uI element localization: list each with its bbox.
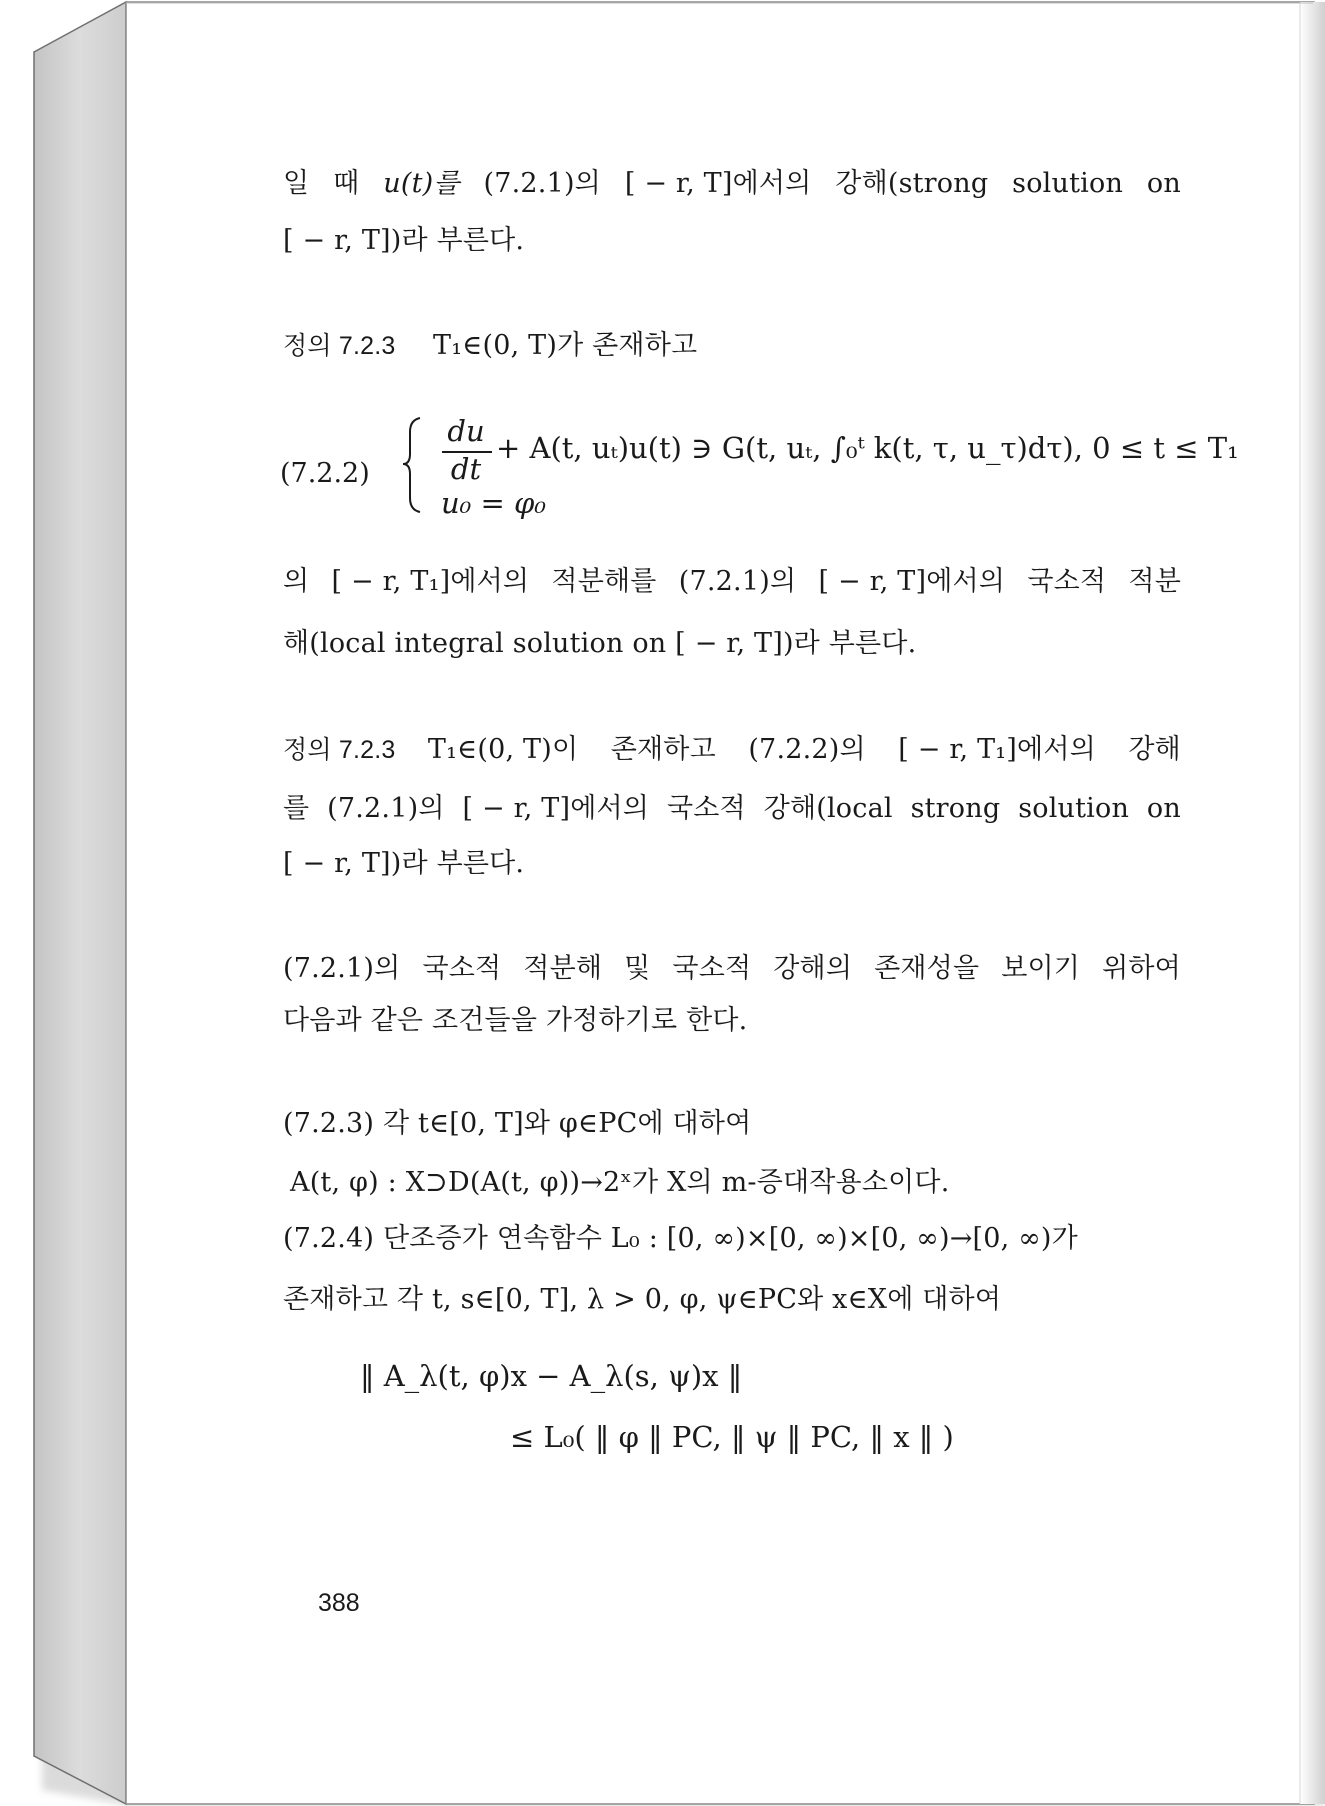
word: 강해(strong — [835, 168, 989, 199]
word: u(t)를 — [383, 168, 460, 199]
word: 일 — [283, 168, 310, 199]
word: 적분 — [1128, 566, 1181, 597]
word: (7.2.2)의 — [748, 734, 866, 765]
word: 국소적 — [672, 953, 752, 984]
word: solution — [1018, 793, 1130, 824]
condition-7-2-3-line-2: A(t, φ) : X⊃D(A(t, φ))→2ˣ가 X의 m-증대작용소이다. — [290, 1167, 950, 1198]
word: T₁∈(0, T)이 — [427, 734, 579, 765]
word: (7.2.1)의 — [327, 793, 445, 824]
word: 국소적 — [422, 953, 502, 984]
inequality-line-2: ≤ L₀( ‖ φ ‖ PC, ‖ ψ ‖ PC, ‖ x ‖ ) — [510, 1420, 954, 1454]
paragraph-1-line-1 — [283, 167, 1181, 201]
word: 국소적 — [666, 793, 746, 824]
definition-statement: T₁∈(0, T)가 존재하고 — [433, 330, 698, 361]
word: [ − r, T₁]에서의 — [331, 566, 530, 597]
equation-label: (7.2.2) — [280, 458, 370, 489]
word: 보이기 — [1001, 953, 1081, 984]
paragraph-1-line-2: [ − r, T])라 부른다. — [283, 225, 525, 256]
paragraph-3-line-2: 다음과 같은 조건들을 가정하기로 한다. — [283, 1005, 748, 1036]
word: [ − r, T]에서의 — [818, 566, 1006, 597]
word: 적분해를 — [551, 566, 657, 597]
word: 국소적 — [1027, 566, 1107, 597]
inequality-line-1: ‖ A_λ(t, φ)x − A_λ(s, ψ)x ‖ — [360, 1359, 743, 1393]
word: strong — [910, 793, 1001, 824]
equation-line-2: u₀ = φ₀ — [441, 486, 546, 520]
word: solution — [1012, 168, 1124, 199]
word: 의 — [283, 566, 310, 597]
paragraph-2-line-2: 해(local integral solution on [ − r, T])라 부른다. — [283, 628, 917, 659]
word: 존재하고 — [610, 734, 716, 765]
word: (7.2.1)의 — [283, 953, 401, 984]
word: [ − r, T]에서의 — [624, 168, 812, 199]
word: (7.2.1)의 — [483, 168, 601, 199]
word: 적분해 — [523, 953, 603, 984]
definition-heading: 정의 7.2.3 — [283, 736, 396, 764]
condition-7-2-3-line-1: (7.2.3) 각 t∈[0, T]와 φ∈PC에 대하여 — [283, 1108, 752, 1139]
word: 를 — [283, 793, 310, 824]
condition-7-2-4-line-1: (7.2.4) 단조증가 연속함수 L₀ : [0, ∞)×[0, ∞)×[0, ∞)→[0, ∞)가 — [283, 1223, 1078, 1254]
word: 강해 — [1128, 734, 1181, 765]
left-brace — [400, 414, 428, 514]
word: on — [1146, 168, 1181, 199]
word: (7.2.1)의 — [678, 566, 797, 597]
word: 강해의 — [773, 953, 853, 984]
definition-2-line-2 — [283, 792, 1181, 826]
definition-2-line-3: [ − r, T])라 부른다. — [283, 848, 525, 879]
fraction-denominator: dt — [450, 452, 482, 486]
definition-heading: 정의 7.2.3 — [283, 332, 396, 360]
condition-7-2-4-line-2: 존재하고 각 t, s∈[0, T], λ > 0, φ, ψ∈PC와 x∈X에 대하여 — [283, 1284, 1002, 1315]
fraction-numerator: du — [447, 414, 485, 448]
word: 위하여 — [1102, 953, 1181, 984]
word: 때 — [333, 168, 360, 199]
word: on — [1146, 793, 1181, 824]
page-number: 388 — [318, 1589, 360, 1617]
word: 및 — [624, 953, 651, 984]
word: 강해(local — [763, 793, 893, 824]
paragraph-2-line-1 — [283, 565, 1181, 599]
paragraph-3-line-1 — [283, 952, 1181, 986]
definition-2-line-1 — [283, 733, 1181, 767]
word: [ − r, T₁]에서의 — [898, 734, 1096, 765]
equation-line-1: + A(t, uₜ)u(t) ∋ G(t, uₜ, ∫₀ᵗ k(t, τ, u_τ)dτ), 0 ≤ t ≤ T₁ — [496, 431, 1239, 465]
word: 존재성을 — [874, 953, 980, 984]
definition-1 — [283, 329, 697, 363]
word: [ − r, T]에서의 — [462, 793, 650, 824]
